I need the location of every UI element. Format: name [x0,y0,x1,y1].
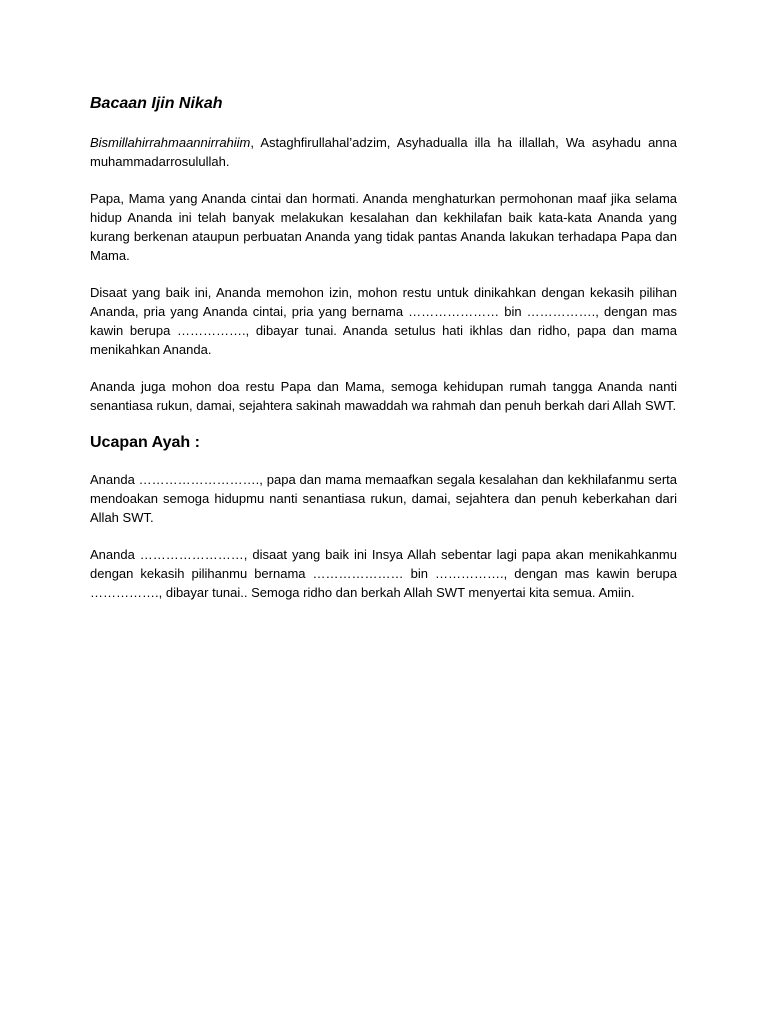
paragraph-2: Disaat yang baik ini, Ananda memohon izin, mohon restu untuk dinikahkan dengan kekasih pilihan Ananda, pria yang Ananda cintai, pria yang bernama ………………… bin ……………., dengan mas kawin berupa ……………., dibayar tunai. Ananda setulus hati ikhlas dan ridho, papa dan mama menikahkan Ananda. [90,285,677,357]
document-title: Bacaan Ijin Nikah [90,95,223,112]
intro-paragraph [90,133,677,171]
ayah-paragraph-2: Ananda ……………………, disaat yang baik ini Insya Allah sebentar lagi papa akan menikahkanmu dengan kekasih pilihanmu bernama ………………… bin ……………., dengan mas kawin berupa ……………., dibayar tunai.. Semoga ridho dan berkah Allah SWT menyertai kita semua. Amiin. [90,547,677,600]
document-page [90,94,677,620]
intro-text: , Astaghfirullahal’adzim, Asyhadualla illa ha illallah, Wa asyhadu anna muhammadarrosulullah. [90,135,677,169]
paragraph-1: Papa, Mama yang Ananda cintai dan hormati. Ananda menghaturkan permohonan maaf jika selama hidup Ananda ini telah banyak melakukan kesalahan dan kekhilafan baik kata-kata Ananda yang kurang berkenan ataupun perbuatan Ananda yang tidak pantas Ananda lakukan terhadapa Papa dan Mama. [90,191,677,263]
section-heading: Ucapan Ayah : [90,434,200,451]
ayah-paragraph-1: Ananda ………………………., papa dan mama memaafkan segala kesalahan dan kekhilafanmu serta mendoakan semoga hidupmu nanti senantiasa rukun, damai, sejahtera dan penuh keberkahan dari Allah SWT. [90,472,677,525]
intro-italic: Bismillahirrahmaannirrahiim [90,135,251,150]
paragraph-3: Ananda juga mohon doa restu Papa dan Mama, semoga kehidupan rumah tangga Ananda nanti senantiasa rukun, damai, sejahtera sakinah mawaddah wa rahmah dan penuh berkah dari Allah SWT. [90,379,677,413]
